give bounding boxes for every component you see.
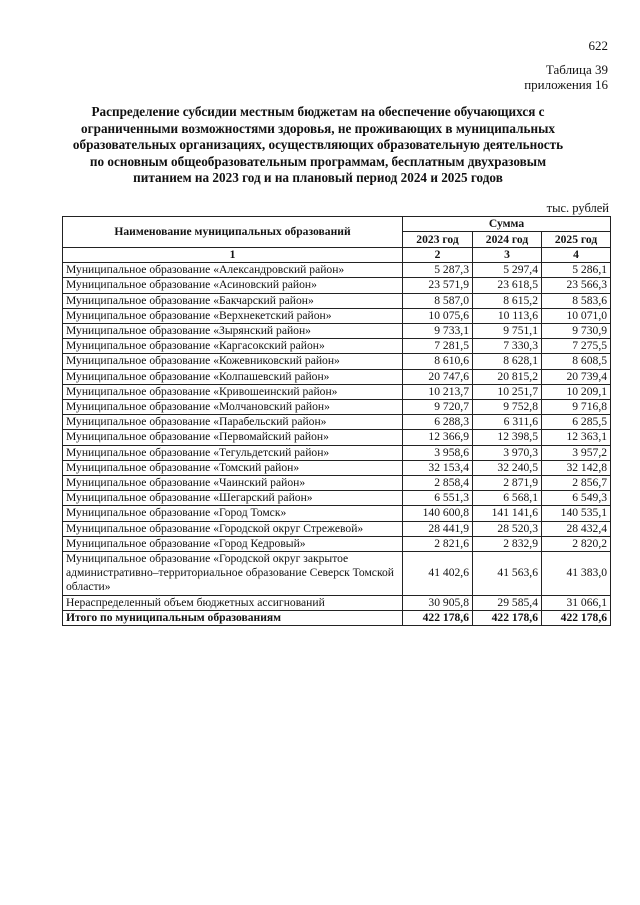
row-name: Нераспределенный объем бюджетных ассигнований: [63, 595, 403, 610]
row-value-2024: 9 751,1: [473, 324, 542, 339]
header-year-2024: 2024 год: [473, 232, 542, 248]
row-value-2024: 32 240,5: [473, 460, 542, 475]
table-row: [63, 339, 611, 354]
row-value-2023: 6 551,3: [403, 491, 473, 506]
table-row: [63, 476, 611, 491]
row-name: Муниципальное образование «Бакчарский район»: [63, 293, 403, 308]
row-value-2023: 2 858,4: [403, 476, 473, 491]
row-value-2025: 10 071,0: [542, 308, 611, 323]
row-value-2023: 32 153,4: [403, 460, 473, 475]
row-name: Муниципальное образование «Тегульдетский район»: [63, 445, 403, 460]
row-value-2023: 20 747,6: [403, 369, 473, 384]
row-value-2025: 140 535,1: [542, 506, 611, 521]
header-year-2025: 2025 год: [542, 232, 611, 248]
total-row: [63, 610, 611, 625]
row-value-2024: 9 752,8: [473, 400, 542, 415]
row-value-2023: 7 281,5: [403, 339, 473, 354]
table-ref-line2: приложения 16: [524, 77, 608, 92]
table-row: [63, 491, 611, 506]
row-value-2024: 6 568,1: [473, 491, 542, 506]
row-name: Муниципальное образование «Шегарский район»: [63, 491, 403, 506]
row-name: Муниципальное образование «Томский район»: [63, 460, 403, 475]
table-ref-line1: Таблица 39: [545, 62, 608, 77]
row-value-2023: 12 366,9: [403, 430, 473, 445]
row-value-2025: 5 286,1: [542, 263, 611, 278]
row-name: Муниципальное образование «Город Кедровый»: [63, 536, 403, 551]
table-row: [63, 324, 611, 339]
header-name: Наименование муниципальных образований: [63, 217, 403, 248]
row-name: Муниципальное образование «Зырянский район»: [63, 324, 403, 339]
row-name: Муниципальное образование «Парабельский район»: [63, 415, 403, 430]
table-row: [63, 460, 611, 475]
table-row: [63, 384, 611, 399]
row-value-2025: 6 549,3: [542, 491, 611, 506]
row-value-2025: 10 209,1: [542, 384, 611, 399]
table-row: [63, 506, 611, 521]
table-row: [63, 263, 611, 278]
row-value-2025: 8 583,6: [542, 293, 611, 308]
row-value-2025: 41 383,0: [542, 552, 611, 596]
row-name: Муниципальное образование «Городской округ Стрежевой»: [63, 521, 403, 536]
row-value-2024: 29 585,4: [473, 595, 542, 610]
row-value-2025: 9 716,8: [542, 400, 611, 415]
row-name: Муниципальное образование «Каргасокский район»: [63, 339, 403, 354]
row-name: Муниципальное образование «Колпашевский район»: [63, 369, 403, 384]
table-row: [63, 400, 611, 415]
row-value-2024: 28 520,3: [473, 521, 542, 536]
row-name: Муниципальное образование «Кривошеинский район»: [63, 384, 403, 399]
total-2023: 422 178,6: [403, 610, 473, 625]
table-row: [63, 415, 611, 430]
row-value-2023: 8 610,6: [403, 354, 473, 369]
table-reference: [524, 62, 608, 92]
table-row: [63, 595, 611, 610]
row-value-2024: 10 251,7: [473, 384, 542, 399]
row-value-2025: 31 066,1: [542, 595, 611, 610]
row-value-2025: 2 856,7: [542, 476, 611, 491]
row-name: Муниципальное образование «Александровский район»: [63, 263, 403, 278]
row-value-2024: 23 618,5: [473, 278, 542, 293]
table-row: [63, 536, 611, 551]
table-row: [63, 552, 611, 596]
row-value-2025: 2 820,2: [542, 536, 611, 551]
row-value-2024: 12 398,5: [473, 430, 542, 445]
units-label: тыс. рублей: [546, 201, 609, 215]
column-number-row: [63, 248, 611, 263]
table-row: [63, 521, 611, 536]
table-row: [63, 430, 611, 445]
row-value-2024: 5 297,4: [473, 263, 542, 278]
row-value-2024: 2 871,9: [473, 476, 542, 491]
subsidy-table: [62, 216, 611, 626]
row-value-2023: 10 213,7: [403, 384, 473, 399]
total-name: Итого по муниципальным образованиям: [63, 610, 403, 625]
total-2025: 422 178,6: [542, 610, 611, 625]
col-number-2: 2: [403, 248, 473, 263]
row-value-2023: 41 402,6: [403, 552, 473, 596]
row-value-2024: 3 970,3: [473, 445, 542, 460]
row-value-2023: 8 587,0: [403, 293, 473, 308]
col-number-4: 4: [542, 248, 611, 263]
row-value-2025: 12 363,1: [542, 430, 611, 445]
row-name: Муниципальное образование «Асиновский район»: [63, 278, 403, 293]
row-value-2023: 9 720,7: [403, 400, 473, 415]
header-row-1: [63, 217, 611, 232]
table-row: [63, 308, 611, 323]
row-value-2024: 2 832,9: [473, 536, 542, 551]
row-name: Муниципальное образование «Чаинский район»: [63, 476, 403, 491]
row-value-2025: 9 730,9: [542, 324, 611, 339]
row-value-2025: 8 608,5: [542, 354, 611, 369]
row-value-2024: 7 330,3: [473, 339, 542, 354]
header-year-2023: 2023 год: [403, 232, 473, 248]
row-name: Муниципальное образование «Город Томск»: [63, 506, 403, 521]
row-name: Муниципальное образование «Верхнекетский район»: [63, 308, 403, 323]
row-value-2025: 3 957,2: [542, 445, 611, 460]
row-name: Муниципальное образование «Молчановский район»: [63, 400, 403, 415]
row-name: Муниципальное образование «Городской округ закрытое административно–территориальное образование Северск Томской области»: [63, 552, 403, 596]
row-value-2024: 41 563,6: [473, 552, 542, 596]
row-value-2025: 28 432,4: [542, 521, 611, 536]
table-row: [63, 293, 611, 308]
row-value-2024: 10 113,6: [473, 308, 542, 323]
row-value-2023: 23 571,9: [403, 278, 473, 293]
row-value-2023: 28 441,9: [403, 521, 473, 536]
row-value-2023: 9 733,1: [403, 324, 473, 339]
row-name: Муниципальное образование «Кожевниковский район»: [63, 354, 403, 369]
row-value-2024: 20 815,2: [473, 369, 542, 384]
table-body: [63, 263, 611, 626]
row-value-2025: 23 566,3: [542, 278, 611, 293]
row-value-2024: 8 615,2: [473, 293, 542, 308]
row-value-2023: 10 075,6: [403, 308, 473, 323]
row-value-2025: 7 275,5: [542, 339, 611, 354]
row-value-2024: 8 628,1: [473, 354, 542, 369]
row-value-2024: 141 141,6: [473, 506, 542, 521]
document-title: Распределение субсидии местным бюджетам на обеспечение обучающихся с ограниченными возможностями здоровья, не проживающих в муниципальных образовательных организациях, осуществляющих образовательную деятельность по основным общеобразовательным программам, бесплатным двухразовым питанием на 2023 год и на плановый период 2024 и 2025 годов: [72, 104, 564, 186]
table-row: [63, 278, 611, 293]
row-value-2023: 140 600,8: [403, 506, 473, 521]
row-value-2023: 5 287,3: [403, 263, 473, 278]
row-value-2023: 6 288,3: [403, 415, 473, 430]
table-row: [63, 445, 611, 460]
table-row: [63, 369, 611, 384]
row-value-2025: 32 142,8: [542, 460, 611, 475]
page-number: 622: [588, 38, 608, 53]
header-sum: Сумма: [403, 217, 611, 232]
row-value-2025: 6 285,5: [542, 415, 611, 430]
total-2024: 422 178,6: [473, 610, 542, 625]
row-value-2023: 3 958,6: [403, 445, 473, 460]
row-value-2023: 30 905,8: [403, 595, 473, 610]
row-value-2025: 20 739,4: [542, 369, 611, 384]
row-name: Муниципальное образование «Первомайский район»: [63, 430, 403, 445]
col-number-1: 1: [63, 248, 403, 263]
row-value-2023: 2 821,6: [403, 536, 473, 551]
table-row: [63, 354, 611, 369]
col-number-3: 3: [473, 248, 542, 263]
row-value-2024: 6 311,6: [473, 415, 542, 430]
